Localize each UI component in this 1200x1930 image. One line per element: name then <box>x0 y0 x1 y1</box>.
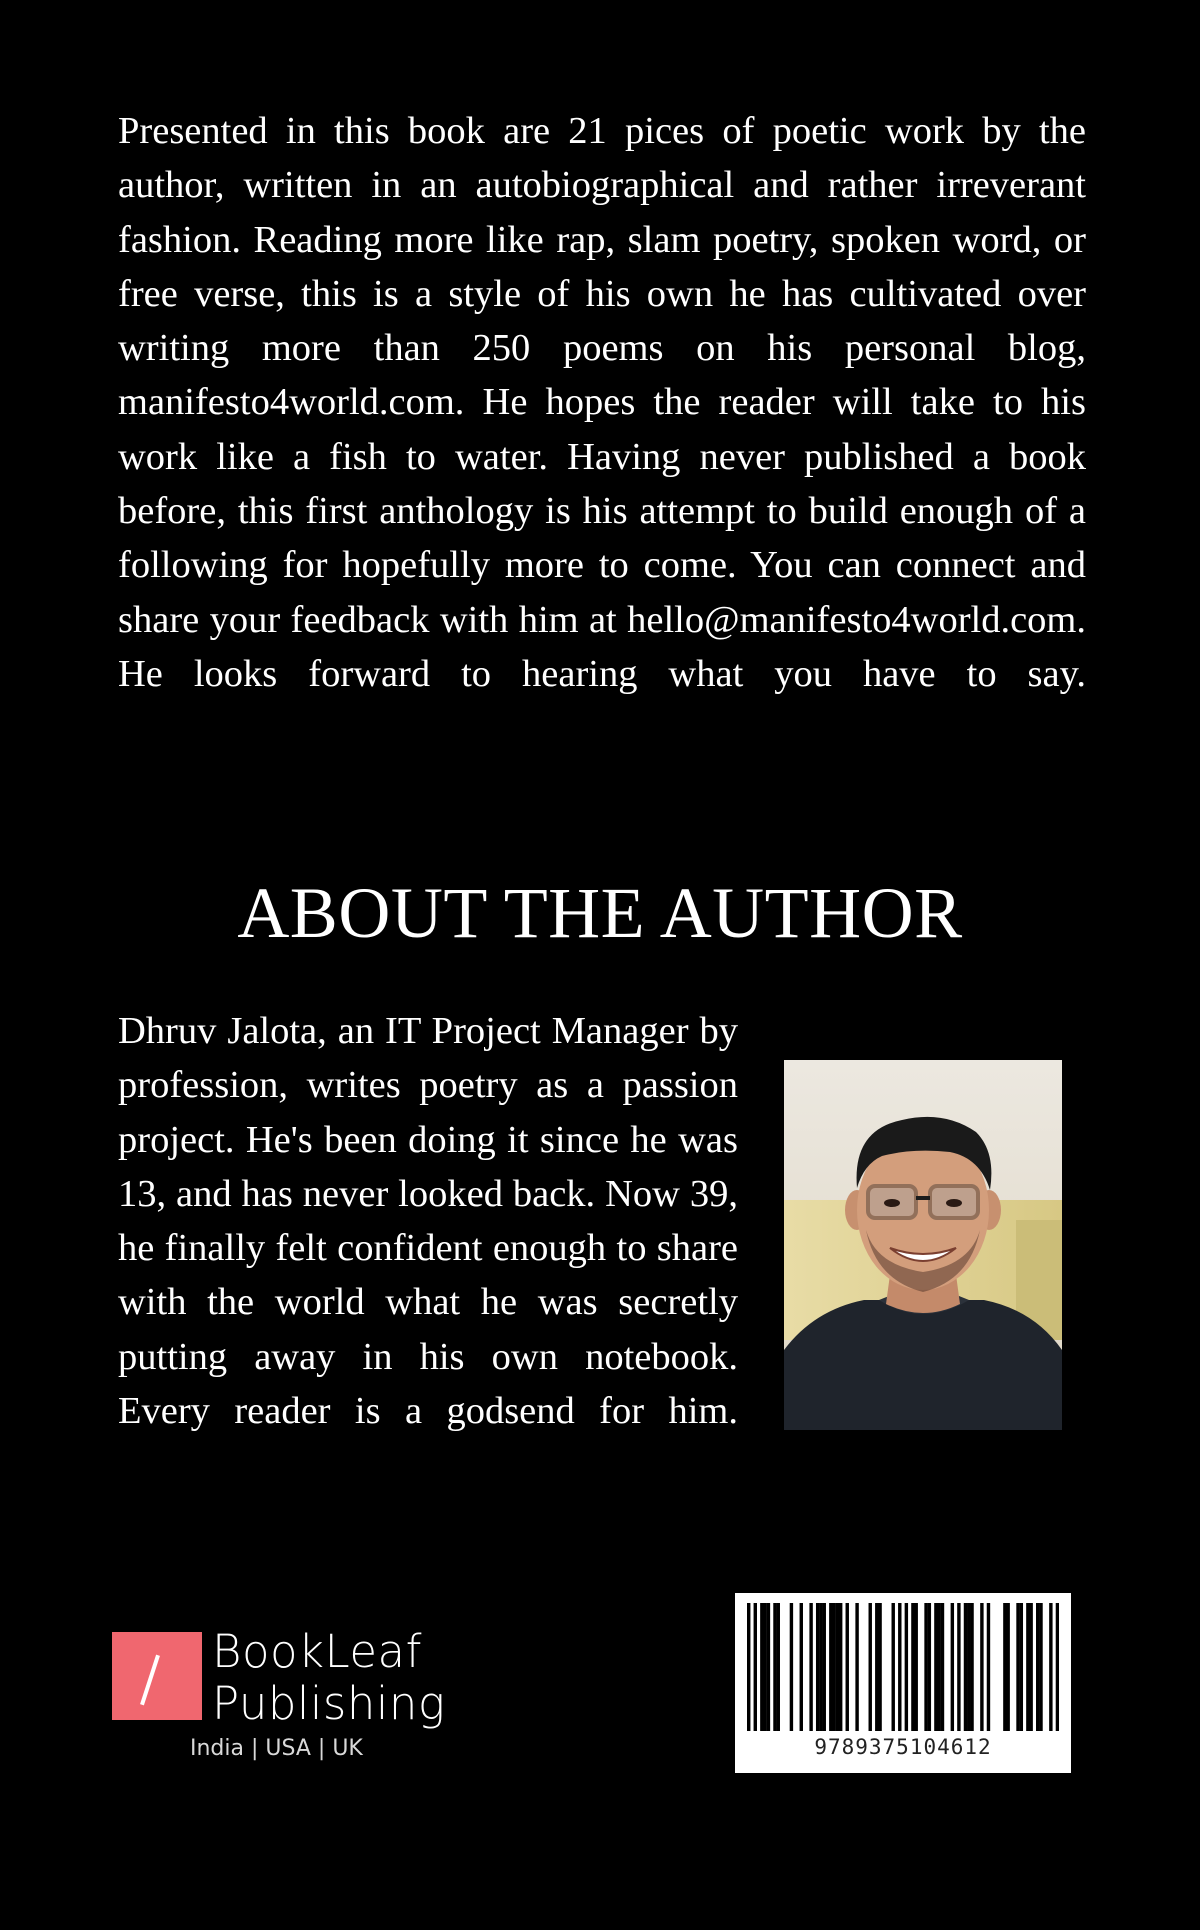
barcode-bar <box>754 1603 757 1731</box>
publisher-name-line1: BookLeaf <box>212 1625 422 1678</box>
barcode-bar <box>839 1603 842 1731</box>
barcode-bar <box>898 1603 901 1731</box>
barcode-bar <box>767 1603 770 1731</box>
barcode-bar <box>967 1603 970 1731</box>
barcode-bar <box>928 1603 931 1731</box>
publisher-name <box>212 1626 445 1730</box>
barcode-bar <box>773 1603 776 1731</box>
barcode-bar <box>836 1603 839 1731</box>
barcode-bar <box>823 1603 826 1731</box>
barcode-bar <box>747 1603 750 1731</box>
barcode-bar <box>1029 1603 1032 1731</box>
barcode-bar <box>846 1603 849 1731</box>
barcode-bar <box>832 1603 835 1731</box>
barcode-bar <box>941 1603 944 1731</box>
barcode-bar <box>829 1603 832 1731</box>
publisher-name-line2: Publishing <box>212 1677 446 1730</box>
barcode-bar <box>1039 1603 1042 1731</box>
barcode-bar <box>987 1603 990 1731</box>
barcode-bar <box>892 1603 895 1731</box>
barcode-bar <box>937 1603 940 1731</box>
barcode-bar <box>809 1603 812 1731</box>
book-blurb: Presented in this book are 21 pices of poetic work by the author, written in an autobiographical and rather irreverant fashion. Reading more like rap, slam poetry, spoken word, or free verse, this is a style of his own he has cultivated over writing more than 250 poems on his personal blog, manifesto4world.com. He hopes the reader will take to his work like a fish to water. Having never published a book before, this first anthology is his attempt to build enough of a following for hopefully more to come. You can connect and share your feedback with him at hello@manifesto4world.com. He looks forward to hearing what you have to say. <box>118 110 1086 695</box>
barcode-bar <box>951 1603 954 1731</box>
barcode-bar <box>875 1603 878 1731</box>
barcode-bar <box>911 1603 914 1731</box>
barcode-bar <box>763 1603 766 1731</box>
barcode-bar <box>1006 1603 1009 1731</box>
barcode-bar <box>1036 1603 1039 1731</box>
barcode-bar <box>816 1603 819 1731</box>
barcode-bar <box>1049 1603 1052 1731</box>
barcode-bar <box>777 1603 780 1731</box>
publisher-regions: India | USA | UK <box>190 1736 363 1761</box>
barcode-bar <box>1003 1603 1006 1731</box>
barcode-bars <box>747 1603 1059 1731</box>
publisher-logo <box>112 1626 452 1776</box>
barcode-bar <box>964 1603 967 1731</box>
barcode-bar <box>934 1603 937 1731</box>
barcode-bar <box>878 1603 881 1731</box>
barcode-bar <box>1020 1603 1023 1731</box>
about-author-heading: ABOUT THE AUTHOR <box>237 873 963 953</box>
barcode-bar <box>855 1603 858 1731</box>
barcode-bar <box>924 1603 927 1731</box>
logo-slash <box>140 1655 160 1706</box>
barcode-bar <box>1016 1603 1019 1731</box>
isbn-barcode <box>735 1593 1071 1773</box>
barcode-bar <box>1056 1603 1059 1731</box>
author-bio: Dhruv Jalota, an IT Project Manager by profession, writes poetry as a passion project. He's been doing it since he was 13, and has never looked back. Now 39, he finally felt confident enough to share with the world what he was secretly putting away in his own notebook. Every reader is a godsend for him. <box>118 1010 738 1433</box>
barcode-bar <box>980 1603 983 1731</box>
logo-square <box>112 1632 202 1720</box>
barcode-bar <box>819 1603 822 1731</box>
barcode-bar <box>1026 1603 1029 1731</box>
author-photo <box>784 1060 1062 1430</box>
barcode-bar <box>760 1603 763 1731</box>
barcode-bar <box>800 1603 803 1731</box>
barcode-bar <box>905 1603 908 1731</box>
isbn-number: 9789375104612 <box>814 1735 992 1759</box>
barcode-bar <box>914 1603 917 1731</box>
barcode-bar <box>790 1603 793 1731</box>
barcode-bar <box>970 1603 973 1731</box>
barcode-bar <box>869 1603 872 1731</box>
barcode-bar <box>957 1603 960 1731</box>
